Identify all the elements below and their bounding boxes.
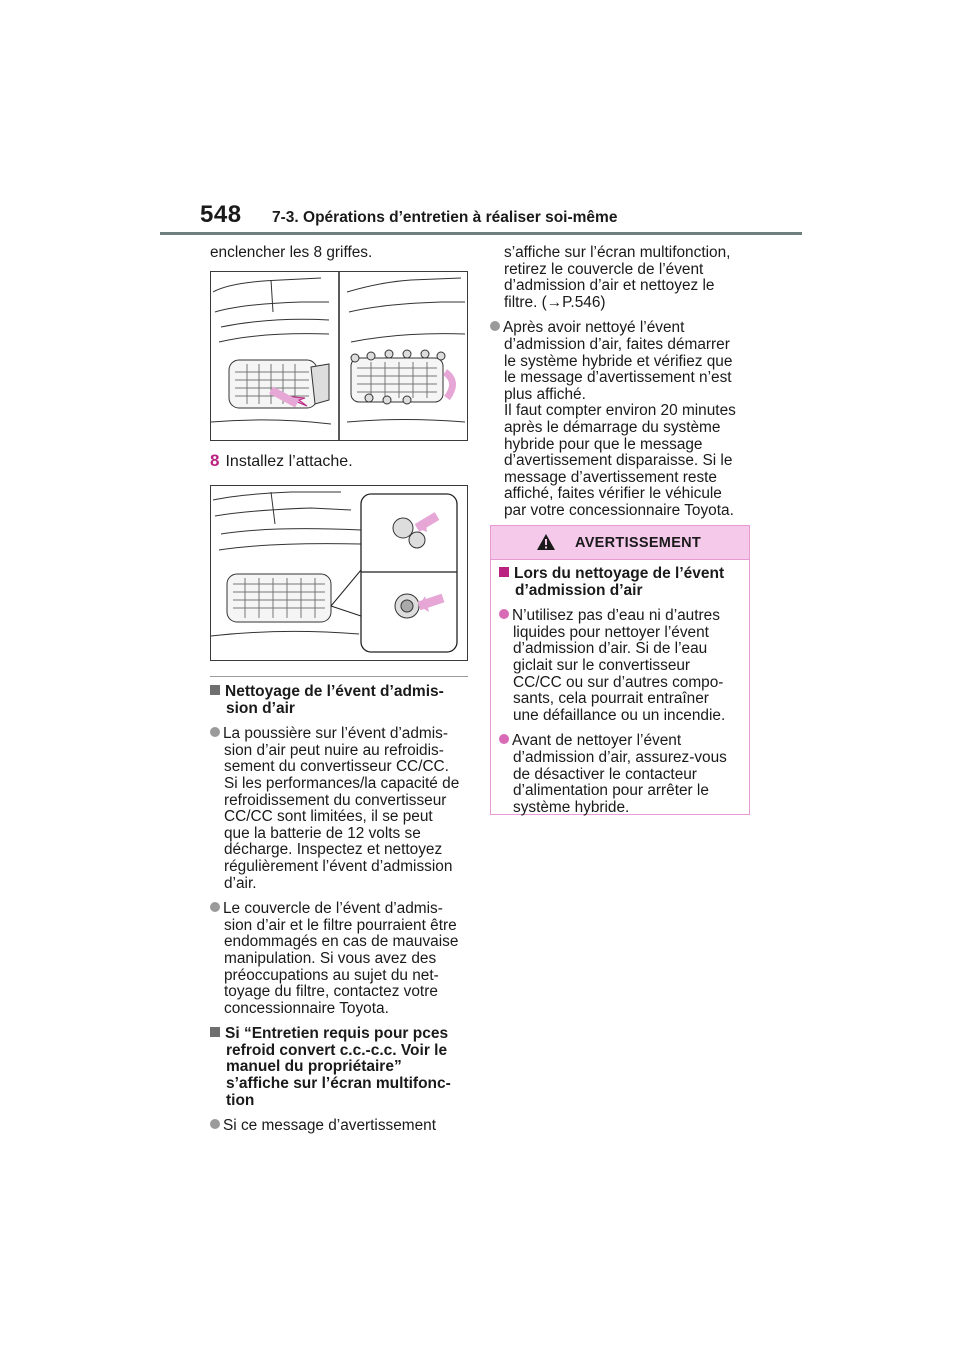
section-title: 7-3. Opérations d’entretien à réaliser soi-même: [272, 209, 618, 226]
warning-header: [491, 526, 749, 560]
line: affiché, faites vérifier le véhicule: [504, 485, 722, 503]
warning-triangle-icon: [536, 533, 556, 551]
warning-bullet-water: [499, 608, 743, 724]
round-bullet-icon: [490, 321, 500, 331]
round-bullet-icon: [499, 734, 509, 744]
illustration-install-clip: [210, 485, 468, 661]
round-bullet-icon: [210, 727, 220, 737]
title-line: Nettoyage de l’évent d’admis-: [225, 683, 444, 700]
illustration-install-clip-drawing: [211, 486, 467, 660]
line: s’affiche sur l’écran multifonction,: [504, 244, 731, 261]
line: après le démarrage du système: [504, 418, 721, 436]
line: message d’avertissement reste: [504, 468, 717, 486]
line: concessionnaire Toyota.: [224, 999, 389, 1017]
title-line: refroid convert c.c.-c.c. Voir le: [226, 1041, 448, 1059]
line: d’air.: [224, 874, 257, 892]
step-number: 8: [210, 451, 220, 470]
page-header: [0, 0, 960, 240]
line: hybride pour que le message: [504, 435, 703, 453]
warning-title: [499, 566, 743, 599]
line: Avant de nettoyer l’évent: [512, 732, 682, 750]
line: que la batterie de 12 volts se: [224, 824, 421, 842]
title-line: sion d’air: [226, 699, 295, 717]
right-column: [490, 245, 752, 520]
line: plus affiché.: [504, 385, 586, 403]
line: sants, cela pourrait entraîner: [513, 690, 709, 708]
step-text: Installez l’attache.: [225, 453, 353, 470]
line: giclait sur le convertisseur: [513, 656, 691, 674]
section-divider: [210, 676, 468, 677]
line: d’admission d’air, assurez-vous: [513, 748, 727, 766]
line: d’admission d’air. Si de l’eau: [513, 640, 708, 658]
line: système hybride.: [513, 798, 630, 816]
line: le système hybride et vérifiez que: [504, 352, 733, 370]
line: Après avoir nettoyé l’évent: [503, 319, 685, 337]
round-bullet-icon: [210, 1119, 220, 1129]
line: refroidissement du convertisseur: [224, 791, 447, 809]
line: d’avertissement disparaisse. Si le: [504, 452, 733, 470]
round-bullet-icon: [499, 609, 509, 619]
line: régulièrement l’évent d’admission: [224, 857, 453, 875]
line: par votre concessionnaire Toyota.: [504, 501, 734, 519]
line: d’admission d’air, faites démarrer: [504, 335, 730, 353]
round-bullet-icon: [210, 902, 220, 912]
line: sion d’air et le filtre pourraient être: [224, 916, 457, 934]
title-line: s’affiche sur l’écran multifonc-: [226, 1075, 451, 1093]
line: Il faut compter environ 20 minutes: [504, 402, 736, 420]
line: liquides pour nettoyer l’évent: [513, 623, 709, 641]
line: CC/CC ou sur d’autres compo-: [513, 673, 724, 691]
line: retirez le couvercle de l’évent: [504, 260, 704, 278]
square-bullet-icon: [499, 567, 509, 577]
line: endommagés en cas de mauvaise: [224, 933, 459, 951]
warning-body: [499, 566, 743, 816]
section-message-title: [210, 1026, 472, 1109]
line: Si les performances/la capacité de: [224, 774, 460, 792]
line: d’admission d’air et nettoyez le: [504, 277, 715, 295]
section-cleaning: [210, 684, 472, 1135]
title-line: d’admission d’air: [515, 581, 643, 599]
line: toyage du filtre, contactez votre: [224, 983, 438, 1001]
page-number: 548: [200, 201, 242, 228]
line: manipulation. Si vous avez des: [224, 949, 437, 967]
title-line: tion: [226, 1091, 255, 1109]
title-line: Si “Entretien requis pour pces: [225, 1025, 449, 1043]
warning-label: AVERTISSEMENT: [575, 535, 702, 551]
line: N’utilisez pas d’eau ni d’autres: [512, 607, 720, 625]
step-8: [210, 451, 353, 471]
header-rule: [160, 232, 802, 235]
warning-bullet-power: [499, 733, 743, 816]
square-bullet-icon: [210, 685, 220, 695]
warning-box: [490, 525, 750, 815]
bullet-cover: [210, 901, 472, 1017]
title-line: Lors du nettoyage de l’évent: [514, 565, 725, 582]
line: de désactiver le contacteur: [513, 765, 697, 783]
line: filtre. (→P.546): [504, 293, 606, 311]
illustration-remove-cover-drawing: [211, 272, 467, 440]
line: La poussière sur l’évent d’admis-: [223, 725, 448, 743]
continued-text: [490, 245, 752, 311]
bullet-after-cleaning: [490, 320, 752, 519]
line: préoccupations au sujet du net-: [224, 966, 439, 984]
line: le message d’avertissement n’est: [504, 369, 732, 387]
bullet-dust: [210, 726, 472, 892]
illustration-remove-cover: [210, 271, 468, 441]
section-cleaning-title: [210, 684, 472, 717]
line: Si ce message d’avertissement: [223, 1117, 436, 1135]
line: sion d’air peut nuire au refroidis-: [224, 741, 444, 759]
line: sement du convertisseur CC/CC.: [224, 758, 449, 776]
line: Le couvercle de l’évent d’admis-: [223, 900, 443, 918]
intro-text: enclencher les 8 griffes.: [210, 244, 373, 261]
line: d’alimentation pour arrêter le: [513, 782, 709, 800]
bullet-message: [210, 1118, 472, 1135]
square-bullet-icon: [210, 1027, 220, 1037]
line: décharge. Inspectez et nettoyez: [224, 841, 443, 859]
line: CC/CC sont limitées, il se peut: [224, 808, 433, 826]
line: une défaillance ou un incendie.: [513, 706, 726, 724]
left-column-intro: [210, 245, 472, 262]
title-line: manuel du propriétaire”: [226, 1058, 402, 1076]
